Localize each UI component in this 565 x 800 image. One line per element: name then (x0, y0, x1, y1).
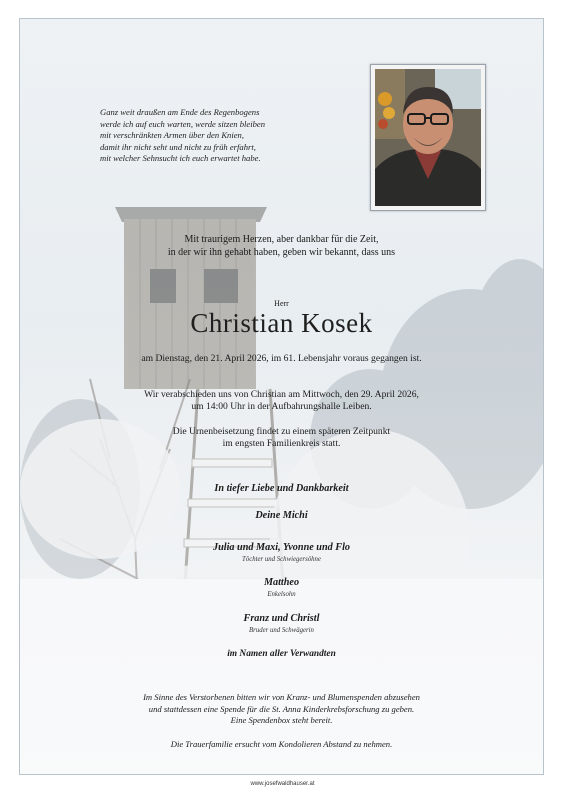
mourner-siblings: Franz und Christl (243, 613, 320, 624)
poem-line: Ganz weit draußen am Ende des Regenbogens (100, 107, 260, 117)
mourner-siblings-role: Bruder und Schwägerin (249, 627, 314, 634)
portrait-image (375, 69, 481, 206)
mourner-children-role: Töchter und Schwiegersöhne (242, 556, 321, 563)
condolence-note: Die Trauerfamilie ersucht vom Kondolieren Abstand zu nehmen. (170, 739, 393, 749)
intro-line: Mit traurigem Herzen, aber dankbar für die Zeit, (184, 234, 379, 245)
urn-line: im engsten Familienkreis statt. (222, 438, 341, 449)
footer-url: www.josefwaldhauser.at (250, 781, 315, 787)
mourner-relatives: im Namen aller Verwandten (227, 649, 336, 659)
poem (100, 107, 330, 165)
donation-line: und stattdessen eine Spende für die St. Anna Kinderkrebsforschung zu geben. (148, 703, 415, 714)
urn-burial-info (20, 426, 543, 450)
funeral-info (20, 389, 543, 413)
urn-line: Die Urnenbeisetzung findet zu einem späteren Zeitpunkt (172, 426, 391, 437)
donation-line: Eine Spendenbox steht bereit. (230, 715, 333, 725)
poem-line: mit verschränkten Armen über den Knien, (100, 130, 244, 140)
death-notice: am Dienstag, den 21. April 2026, im 61. Lebensjahr voraus gegangen ist. (141, 353, 422, 364)
donation-request (20, 692, 543, 727)
mourner-partner: Deine Michi (255, 510, 308, 521)
mourner-grandchild: Mattheo (263, 577, 300, 588)
portrait-photo (370, 64, 486, 211)
intro-line: in der wir ihn gehabt haben, geben wir bekannt, dass uns (167, 247, 396, 258)
intro-text (20, 233, 543, 259)
poem-line: mit welcher Sehnsucht ich euch erwartet habe. (100, 153, 261, 163)
mourners-heading: In tiefer Liebe und Dankbarkeit (214, 483, 349, 494)
poem-line: damit ihr nicht seht und nicht zu früh erfahrt, (100, 141, 256, 152)
poem-line: werde ich auf euch warten, werde sitzen bleiben (100, 118, 265, 129)
salutation: Herr (274, 299, 289, 308)
mourner-grandchild-role: Enkelsohn (267, 591, 296, 598)
obituary-card (19, 18, 544, 775)
donation-line: Im Sinne des Verstorbenen bitten wir von Kranz- und Blumenspenden abzusehen (143, 692, 420, 702)
funeral-line: Wir verabschieden uns von Christian am Mittwoch, den 29. April 2026, (144, 389, 419, 400)
funeral-line: um 14:00 Uhr in der Aufbahrungshalle Leiben. (191, 401, 372, 412)
deceased-name: Christian Kosek (190, 308, 373, 338)
mourner-children: Julia und Maxi, Yvonne und Flo (212, 542, 350, 553)
